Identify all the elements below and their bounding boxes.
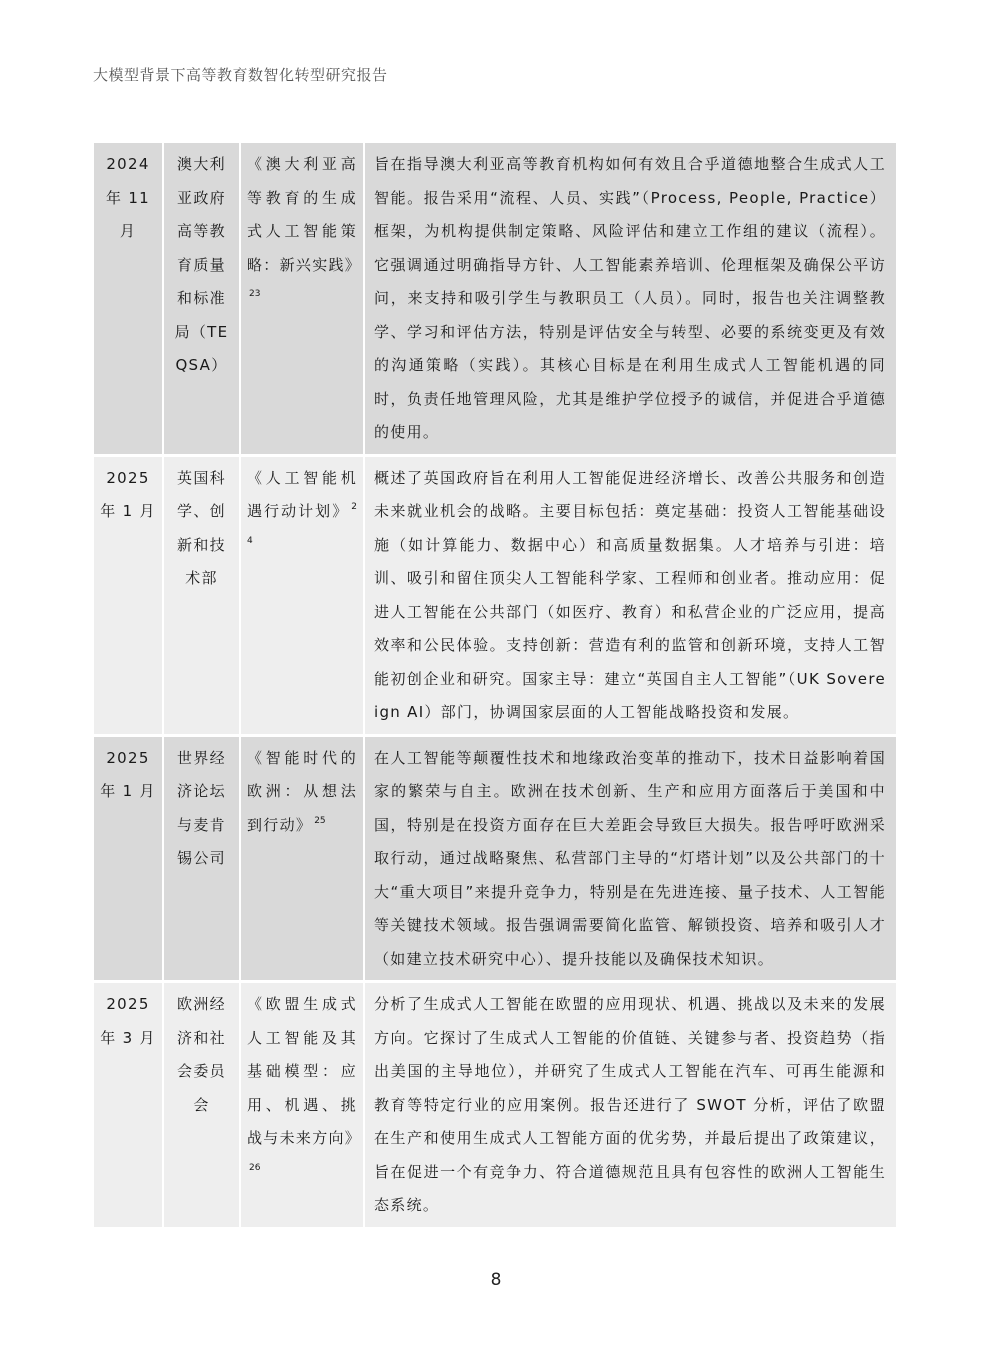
table-row [94,457,896,737]
report-title-cell [241,457,365,737]
report-title: 《智能时代的欧洲：从想法到行动》 [247,748,357,834]
footnote-ref[interactable]: 24 [247,502,357,546]
running-header: 大模型背景下高等教育数智化转型研究报告 [93,66,388,84]
policy-report-table [94,143,896,1230]
table-row [94,983,896,1230]
summary-cell: 旨在指导澳大利亚高等教育机构如何有效且合乎道德地整合生成式人工智能。报告采用“流程、人员、实践”（Process, People, Practice）框架，为机构提供制定策略、风险评估和建立工作组的建议（流程）。它强调通过明确指导方针、人工智能素养培训、伦理框架及确保公平访问，来支持和吸引学生与教职员工（人员）。同时，报告也关注调整教学、学习和评估方法，特别是评估安全与转型、必要的系统变更及有效的沟通策略（实践）。其核心目标是在利用生成式人工智能机遇的同时，负责任地管理风险，尤其是维护学位授予的诚信，并促进合乎道德的使用。 [365,143,896,457]
page-number: 8 [490,1270,502,1290]
organization-cell: 英国科学、创新和技术部 [164,457,241,737]
report-title-cell [241,143,365,457]
report-title: 《欧盟生成式人工智能及其基础模型：应用、机遇、挑战与未来方向》 [247,995,362,1147]
footnote-ref[interactable]: 25 [314,815,326,826]
summary-cell: 概述了英国政府旨在利用人工智能促进经济增长、改善公共服务和创造未来就业机会的战略。主要目标包括：奠定基础：投资人工智能基础设施（如计算能力、数据中心）和高质量数据集。人才培养与引进：培训、吸引和留住顶尖人工智能科学家、工程师和创业者。推动应用：促进人工智能在公共部门（如医疗、教育）和私营企业的广泛应用，提高效率和公民体验。支持创新：营造有利的监管和创新环境，支持人工智能初创企业和研究。国家主导：建立“英国自主人工智能”（UK Sovereign AI）部门，协调国家层面的人工智能战略投资和发展。 [365,457,896,737]
date-cell: 2025 年 1 月 [94,457,164,737]
organization-cell: 世界经济论坛与麦肯锡公司 [164,737,241,984]
organization-cell: 澳大利亚政府高等教育质量和标准局（TEQSA） [164,143,241,457]
report-title-cell [241,737,365,984]
date-cell: 2024 年 11 月 [94,143,164,457]
organization-cell: 欧洲经济和社会委员会 [164,983,241,1230]
summary-cell: 在人工智能等颠覆性技术和地缘政治变革的推动下，技术日益影响着国家的繁荣与自主。欧洲在技术创新、生产和应用方面落后于美国和中国，特别是在投资方面存在巨大差距会导致巨大损失。报告呼吁欧洲采取行动，通过战略聚焦、私营部门主导的“灯塔计划”以及公共部门的十大“重大项目”来提升竞争力，特别是在先进连接、量子技术、人工智能等关键技术领域。报告强调需要简化监管、解锁投资、培养和吸引人才（如建立技术研究中心）、提升技能以及确保技术知识。 [365,737,896,984]
summary-cell: 分析了生成式人工智能在欧盟的应用现状、机遇、挑战以及未来的发展方向。它探讨了生成式人工智能的价值链、关键参与者、投资趋势（指出美国的主导地位），并研究了生成式人工智能在汽车、可再生能源和教育等特定行业的应用案例。报告还进行了 SWOT 分析，评估了欧盟在生产和使用生成式人工智能方面的优劣势，并最后提出了政策建议，旨在促进一个有竞争力、符合道德规范且具有包容性的欧洲人工智能生态系统。 [365,983,896,1230]
date-cell: 2025 年 3 月 [94,983,164,1230]
footnote-ref[interactable]: 26 [249,1162,261,1173]
report-title: 《澳大利亚高等教育的生成式人工智能策略：新兴实践》 [247,155,362,274]
date-cell: 2025 年 1 月 [94,737,164,984]
report-title-cell [241,983,365,1230]
footnote-ref[interactable]: 23 [249,289,261,299]
table-row [94,143,896,457]
table-row [94,737,896,984]
report-title: 《人工智能机遇行动计划》 [247,468,357,520]
